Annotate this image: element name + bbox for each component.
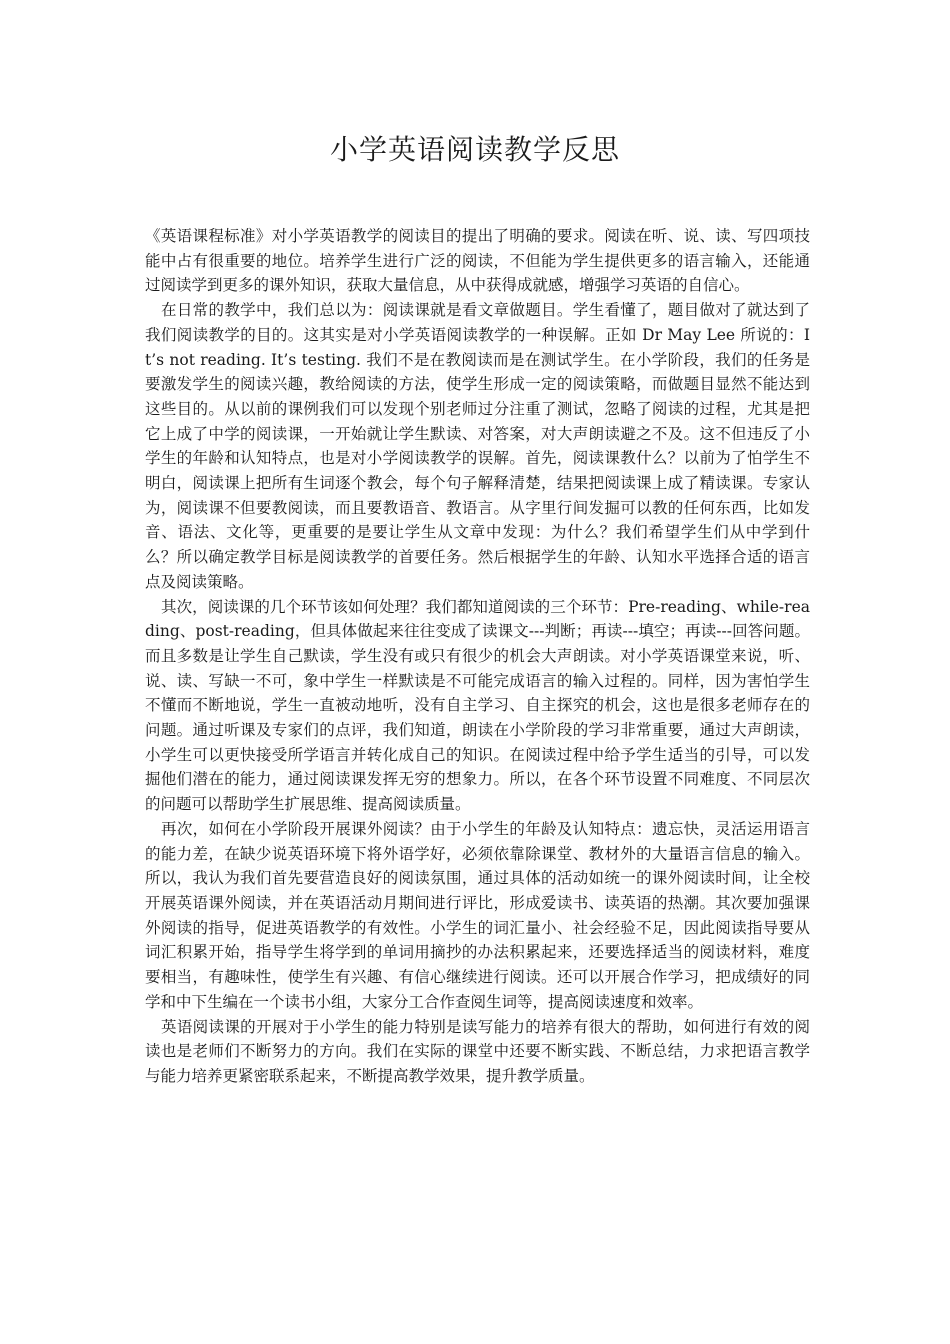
paragraph-extracurricular-reading: 再次，如何在小学阶段开展课外阅读？由于小学生的年龄及认知特点：遗忘快，灵活运用语言的能力差，在缺少说英语环境下将外语学好，必须依靠除课堂、教材外的大量语言信息的输入。所以，我认为我们首先要营造良好的阅读氛围，通过具体的活动如统一的课外阅读时间，让全校开展英语课外阅读，并在英语活动月期间进行评比，形成爱读书、读英语的热潮。其次要加强课外阅读的指导，促进英语教学的有效性。小学生的词汇量小、社会经验不足，因此阅读指导要从词汇积累开始，指导学生将学到的单词用摘抄的办法积累起来，还要选择适当的阅读材料，难度要相当，有趣味性，使学生有兴趣、有信心继续进行阅读。还可以开展合作学习，把成绩好的同学和中下生编在一个读书小组，大家分工合作查阅生词等，提高阅读速度和效率。: [145, 819, 810, 1011]
document-title: 小学英语阅读教学反思: [329, 133, 620, 166]
paragraph-reading-stages: 其次，阅读课的几个环节该如何处理？我们都知道阅读的三个环节：Pre-reading、while-reading、post-reading，但具体做起来往往变成了读课文---判断；再读---填空；再读---回答问题。而且多数是让学生自己默读，学生没有或只有很少的机会大声朗读。对小学英语课堂来说，听、说、读、写缺一不可，象中学生一样默读是不可能完成语言的输入过程的。同样，因为害怕学生不懂而不断地说，学生一直被动地听，没有自主学习、自主探究的机会，这也是很多老师存在的问题。通过听课及专家们的点评，我们知道，朗读在小学阶段的学习非常重要，通过大声朗读，小学生可以更快接受所学语言并转化成自己的知识。在阅读过程中给予学生适当的引导，可以发掘他们潜在的能力，通过阅读课发挥无穷的想象力。所以，在各个环节设置不同难度、不同层次的问题可以帮助学生扩展思维、提高阅读质量。: [145, 597, 810, 814]
document-body: [145, 224, 810, 1089]
paragraph-daily-teaching: 在日常的教学中，我们总以为：阅读课就是看文章做题目。学生看懂了，题目做对了就达到了我们阅读教学的目的。这其实是对小学英语阅读教学的一种误解。正如 Dr May Lee 所说的：It’s not reading. It’s testing. 我们不是在教阅读而是在测试学生。在小学阶段，我们的任务是要激发学生的阅读兴趣，教给阅读的方法，使学生形成一定的阅读策略，而做题目显然不能达到这些目的。从以前的课例我们可以发现个别老师过分注重了测试，忽略了阅读的过程，尤其是把它上成了中学的阅读课，一开始就让学生默读、对答案，对大声朗读避之不及。这不但违反了小学生的年龄和认知特点，也是对小学阅读教学的误解。首先，阅读课教什么？以前为了怕学生不明白，阅读课上把所有生词逐个教会，每个句子解释清楚，结果把阅读课上成了精读课。专家认为，阅读课不但要教阅读，而且要教语音、教语言。从字里行间发掘可以教的任何东西，比如发音、语法、文化等，更重要的是要让学生从文章中发现：为什么？我们希望学生们从中学到什么？所以确定教学目标是阅读教学的首要任务。然后根据学生的年龄、认知水平选择合适的语言点及阅读策略。: [145, 301, 810, 591]
paragraph-intro: 《英语课程标准》对小学英语教学的阅读目的提出了明确的要求。阅读在听、说、读、写四项技能中占有很重要的地位。培养学生进行广泛的阅读，不但能为学生提供更多的语言输入，还能通过阅读学到更多的课外知识，获取大量信息，从中获得成就感，增强学习英语的自信心。: [145, 227, 810, 295]
paragraph-conclusion: 英语阅读课的开展对于小学生的能力特别是读写能力的培养有很大的帮助，如何进行有效的阅读也是老师们不断努力的方向。我们在实际的课堂中还要不断实践、不断总结，力求把语言教学与能力培养更紧密联系起来，不断提高教学效果，提升教学质量。: [145, 1017, 810, 1085]
